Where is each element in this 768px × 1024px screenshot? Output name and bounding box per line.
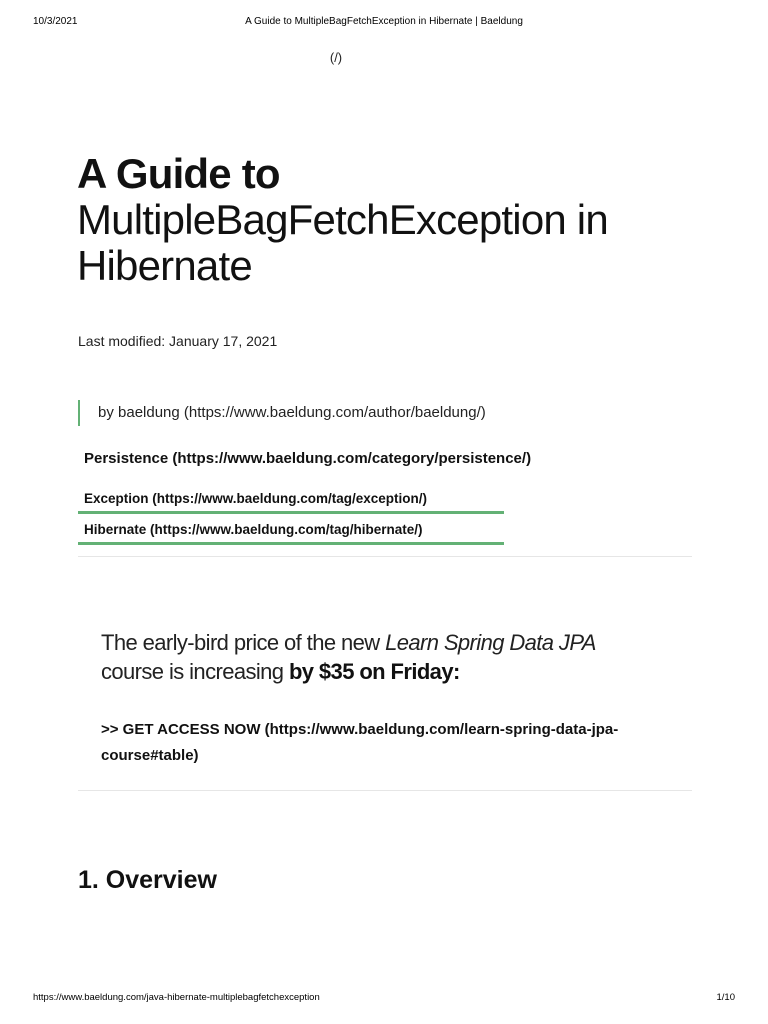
promo-text — [101, 628, 661, 686]
print-page-title: A Guide to MultipleBagFetchException in Hibernate | Baeldung — [245, 16, 523, 27]
promo-course-name: Learn Spring Data JPA — [385, 630, 596, 655]
section-heading-overview: 1. Overview — [78, 866, 217, 894]
print-page-number: 1/10 — [716, 992, 735, 1003]
author-accent-bar — [78, 400, 80, 426]
promo-emphasis: by $35 on Friday: — [288, 659, 460, 684]
print-footer — [0, 992, 768, 1006]
article-title-line-2: MultipleBagFetchException in — [77, 196, 608, 243]
last-modified-date: Last modified: January 17, 2021 — [78, 333, 278, 349]
print-header — [0, 16, 768, 30]
get-access-link[interactable]: >> GET ACCESS NOW (https://www.baeldung.com/learn-spring-data-jpa-course#table) — [101, 721, 619, 764]
tag-exception[interactable] — [78, 484, 504, 514]
divider — [78, 556, 692, 557]
category-link-persistence[interactable]: Persistence (https://www.baeldung.com/category/persistence/) — [84, 450, 532, 467]
promo-text-middle: course is increasing — [101, 659, 289, 684]
tag-label[interactable]: Exception (https://www.baeldung.com/tag/exception/) — [84, 491, 428, 506]
home-link[interactable]: (/) — [329, 50, 343, 65]
divider — [78, 790, 692, 791]
tag-label[interactable]: Hibernate (https://www.baeldung.com/tag/hibernate/) — [84, 522, 423, 537]
article-title-line-3: Hibernate — [77, 242, 252, 289]
author-link[interactable]: by baeldung (https://www.baeldung.com/author/baeldung/) — [98, 404, 486, 421]
print-date: 10/3/2021 — [33, 16, 78, 27]
promo-text-start: The early-bird price of the new — [101, 630, 386, 655]
tag-hibernate[interactable] — [78, 515, 504, 545]
article-title — [77, 151, 697, 289]
print-url: https://www.baeldung.com/java-hibernate-multiplebagfetchexception — [33, 992, 320, 1003]
article-title-bold: A Guide to — [77, 150, 280, 197]
